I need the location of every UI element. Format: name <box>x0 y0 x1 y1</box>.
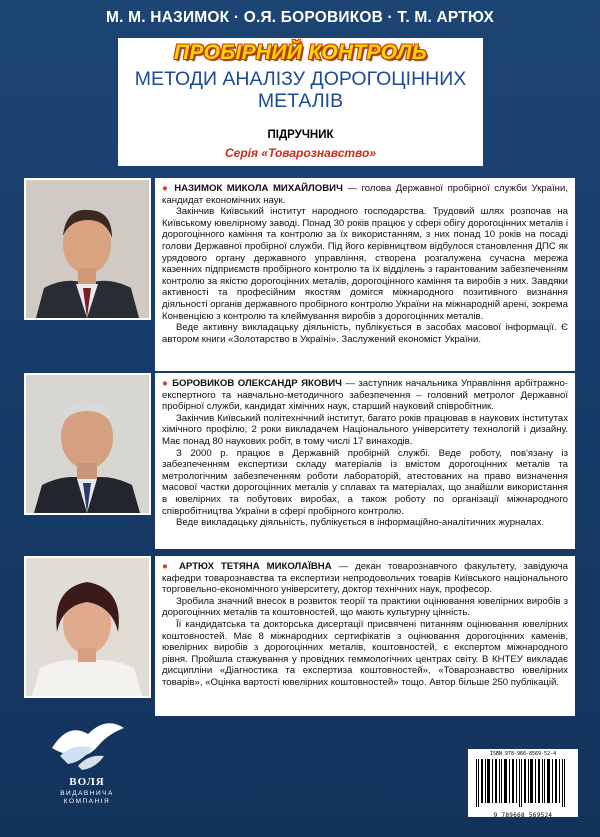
book-series: Серія «Товарознавство» <box>225 146 376 160</box>
isbn-barcode <box>468 749 578 817</box>
author-paragraph: Зробила значний внесок в розвиток теорії та практики оцінювання ювелірних виробів з дорогоцінних металів та коштовностей, що мають культурну цінність. <box>162 595 568 619</box>
author-bio-lead <box>162 561 568 596</box>
author-intro: — заступник начальника Управління арбітражно-експертного та навчально-методичного забезпечення – головний метролог Державної пробірної служби, кандидат хімічних наук, старший науковий співробітник. <box>162 378 569 413</box>
author-intro: — декан товарознавчого факультету, завідуюча кафедри товарознавства та експертизи непродовольчих товарів Київського національного торговельно-економічного університету, доктор технічних наук, професор. <box>162 561 568 596</box>
book-type: ПІДРУЧНИК <box>267 129 334 141</box>
publisher-sub-2: КОМПАНІЯ <box>63 798 111 805</box>
book-subtitle <box>118 68 483 112</box>
author-paragraph: Веде активну викладацьку діяльність, публікується в засобах масової інформації. Є автором книги «Золотарство в Україні». Заслужений економіст України. <box>162 322 568 345</box>
book-title: ПРОБІРНИЙ КОНТРОЛЬ <box>173 41 428 64</box>
author-intro: — голова Державної пробірної служби України, кандидат економічних наук. <box>162 183 568 206</box>
subtitle-line-2: МЕТАЛІВ <box>257 90 344 112</box>
barcode-digits: 9 789668 569524 <box>493 812 553 819</box>
author-paragraph: Веде викладацьку діяльність, публікується в інформаційно-аналітичних журналах. <box>176 517 545 529</box>
author-bio-artiukh <box>155 556 575 716</box>
author-photo-borovykov <box>24 373 151 515</box>
author-paragraph: Закінчив Київський інститут народного господарства. Трудовий шлях розпочав на Київському ювелірному заводі. Понад 30 років працює у сфері обігу дорогоцінних металів і дорогоцінного каміння та контролю за їх використанням, з них понад 10 років на посаді голови Державної пробірної служби. Під його керівництвом відбулося становлення ДПС як урядового органу державного управління, створена розгалужена сучасна мережа казенних підприємств пробірного контролю та їх відділень з гарантованим забезпеченням контролю за якістю дорогоцінних металів, дорогоцінного каміння та виробів з них. Завдяки активності та професійним якостям домігся міжнародного позитивного визнання діяльності органів державного пробірного контролю України на міжнародній арені, зокрема Конвенцією з контролю та клеймування виробів з дорогоцінних металів. <box>162 206 568 322</box>
subtitle-line-1: МЕТОДИ АНАЛІЗУ ДОРОГОЦІННИХ <box>134 68 467 90</box>
publisher-name: ВОЛЯ <box>69 776 105 788</box>
author-paragraph: З 2000 р. працює в Державній пробірній службі. Веде роботу, пов'язану із забезпеченням експертизи складу матеріалів із вмістом дорогоцінних металів та метрологічним забезпеченням роботи лабораторій, атестованих на право визначення масової частки дорогоцінних металів у сплавах та матеріалах, що знайшли використання в ювелірних та побутових виробах, а також роботу по організації міжнародного співробітництва України в сфері пробірного контролю. <box>162 447 568 517</box>
barcode-bars-icon <box>472 759 574 807</box>
publisher-sub-1: ВИДАВНИЧА <box>60 790 114 797</box>
bullet-icon: ● <box>162 378 169 389</box>
author-name: АРТЮХ ТЕТЯНА МИКОЛАЇВНА <box>179 561 332 572</box>
author-bio-nazymok <box>155 178 575 371</box>
author-name: НАЗИМОК МИКОЛА МИХАЙЛОВИЧ <box>174 183 343 194</box>
author-paragraph: Її кандидатська та докторська дисертації присвячені питанням оцінювання ювелірних коштовностей. Має 8 міжнародних сертифікатів з оцінювання дорогоцінних каменів, ювелірних виробів з дорогоцінних металів, коштовностей, є експертом міжнародного рівня. Пройшла стажування у провідних геммологічних центрах світу. В КНТЕУ викладає дисципліни «Діагностика та експертиза коштовностей», «Товарознавство ювелірних товарів», «Оцінка вартості ювелірних коштовностей» тощо. Автор більше 250 публікацій. <box>162 618 568 688</box>
authors-header: М. М. НАЗИМОК · О.Я. БОРОВИКОВ · Т. М. АРТЮХ <box>106 9 494 26</box>
publisher-subtitle <box>40 790 134 806</box>
bird-icon <box>48 712 126 774</box>
author-paragraph: Закінчив Київський політехнічний інститут, багато років працював в наукових інститутах хімічного профілю, 2 роки викладачем Національного університету технологій і дизайну. Має понад 80 наукових робіт, в тому числі 17 винаходів. <box>162 412 568 447</box>
author-photo-artiukh <box>24 556 151 698</box>
author-name: БОРОВИКОВ ОЛЕКСАНДР ЯКОВИЧ <box>172 378 342 389</box>
bullet-icon: ● <box>162 561 173 572</box>
author-photo-nazymok <box>24 178 151 320</box>
bullet-icon: ● <box>162 183 170 194</box>
isbn-text: ISBN 978-966-8569-52-4 <box>489 751 557 757</box>
author-bio-lead <box>162 183 568 206</box>
author-bio-borovykov <box>155 373 575 549</box>
author-bio-lead <box>162 378 568 413</box>
